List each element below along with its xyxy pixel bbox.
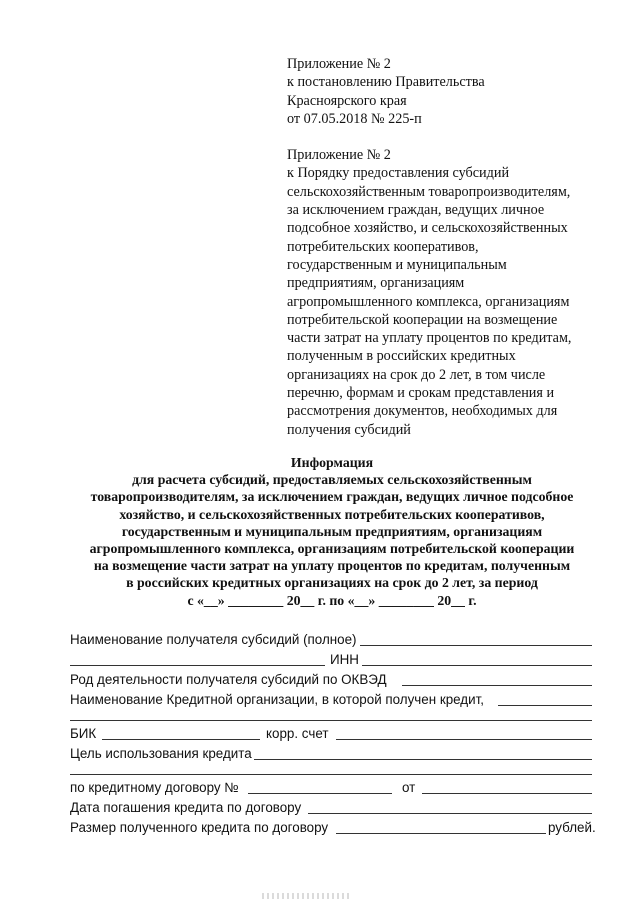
form-row-recipient (70, 630, 610, 650)
title-line: на возмещение части затрат на уплату процентов по кредитам, полученным (93, 558, 571, 574)
inn-field[interactable] (362, 665, 592, 666)
agreement-number-field[interactable] (248, 793, 392, 794)
appendix-line: Приложение № 2 (287, 147, 391, 164)
loan-amount-field[interactable] (336, 833, 546, 834)
form-row-inn (70, 650, 610, 670)
appendix-line: рассмотрения документов, необходимых для (287, 403, 558, 420)
appendix-line: государственным и муниципальным (287, 256, 507, 273)
form-row-amount (70, 818, 610, 838)
appendix-line: потребительских кооперативов, (287, 238, 479, 255)
title-line: агропромышленного комплекса, организациям потребительской кооперации (89, 541, 575, 557)
purpose-field[interactable] (254, 759, 592, 760)
repayment-date-label: Дата погашения кредита по договору (70, 800, 302, 815)
scan-artifact (262, 893, 352, 899)
rubles-label: рублей. (548, 820, 596, 835)
appendix-line: сельскохозяйственным товаропроизводителям, (287, 183, 571, 200)
appendix-line: от 07.05.2018 № 225-п (287, 110, 422, 127)
document-title (62, 454, 602, 609)
appendix-line: потребительской кооперации на возмещение (287, 311, 558, 328)
title-line: товаропроизводителям, за исключением граждан, ведущих личное подсобное (90, 489, 574, 505)
bank-name-field[interactable] (498, 705, 592, 706)
form-row-bik (70, 724, 610, 744)
appendix-block-procedure (287, 146, 617, 439)
appendix-line: получения субсидий (287, 421, 411, 438)
form-row-purpose (70, 744, 610, 764)
appendix-block-resolution (287, 55, 617, 128)
appendix-line: части затрат на уплату процентов по кредитам, (287, 330, 572, 347)
appendix-line: к Порядку предоставления субсидий (287, 165, 510, 182)
recipient-name-field[interactable] (360, 645, 592, 646)
appendix-line: Красноярского края (287, 92, 407, 109)
appendix-line: перечню, формам и срокам представления и (287, 385, 555, 402)
form-row-bank (70, 690, 610, 710)
form-row-agreement (70, 778, 610, 798)
appendix-line: предприятиям, организациям (287, 275, 465, 292)
form-row-purpose-continued (70, 764, 610, 778)
bank-name-continued-field[interactable] (70, 720, 592, 721)
appendix-line: полученным в российских кредитных (287, 348, 516, 365)
form-row-okved (70, 670, 610, 690)
appendix-line: к постановлению Правительства (287, 74, 485, 91)
info-form (70, 630, 610, 838)
appendix-line: агропромышленного комплекса, организациям (287, 293, 570, 310)
appendix-line: организациях на срок до 2 лет, в том числе (287, 366, 546, 383)
title-period-line: с «__» ________ 20__ г. по «__» ________ 20__ г. (187, 592, 477, 608)
loan-amount-label: Размер полученного кредита по договору (70, 820, 329, 835)
title-line: хозяйство, и сельскохозяйственных потребительских кооперативов, (119, 506, 545, 522)
agreement-date-field[interactable] (422, 793, 592, 794)
title-heading: Информация (290, 455, 374, 470)
repayment-date-field[interactable] (308, 813, 592, 814)
corr-account-field[interactable] (336, 739, 592, 740)
corr-account-label: корр. счет (266, 726, 329, 741)
okved-field[interactable] (402, 685, 592, 686)
title-line: государственным и муниципальным предприятиям, организациям (121, 523, 543, 539)
purpose-label: Цель использования кредита (70, 746, 252, 761)
agreement-label: по кредитному договору № (70, 780, 239, 795)
agreement-date-label: от (402, 780, 416, 795)
recipient-name-continued-field[interactable] (70, 665, 325, 666)
form-row-bank-continued (70, 710, 610, 724)
recipient-name-label: Наименование получателя субсидий (полное) (70, 632, 357, 647)
bik-field[interactable] (102, 739, 260, 740)
okved-label: Род деятельности получателя субсидий по ОКВЭД (70, 672, 387, 687)
inn-label: ИНН (330, 652, 359, 667)
appendix-line: Приложение № 2 (287, 56, 391, 72)
bank-name-label: Наименование Кредитной организации, в которой получен кредит, (70, 692, 484, 707)
title-line: в российских кредитных организациях на срок до 2 лет, за период (126, 575, 538, 591)
title-line: для расчета субсидий, предоставляемых сельскохозяйственным (132, 472, 532, 488)
appendix-header (287, 55, 617, 439)
bik-label: БИК (70, 726, 97, 741)
appendix-line: за исключением граждан, ведущих личное (287, 202, 545, 219)
form-row-repayment (70, 798, 610, 818)
appendix-line: подсобное хозяйство, и сельскохозяйственных (287, 220, 568, 237)
purpose-continued-field[interactable] (70, 774, 592, 775)
